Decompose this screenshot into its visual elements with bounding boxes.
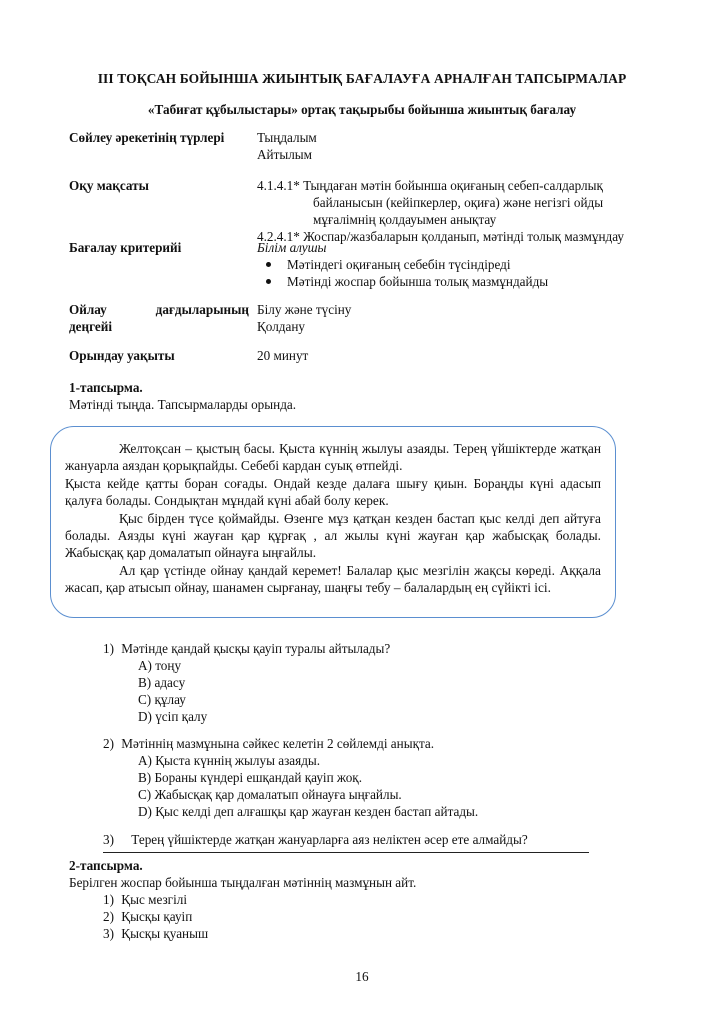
text-paragraph: Қыс бірден түсе қоймайды. Өзенге мұз қатқан кезден бастап қыс келді деп айтуға болады. Аязды күні жауған қар құрғақ , ал жылы күні жауған қар жабысқақ болады. Жабысқақ қар домалатып ойнауға ыңғайлы.	[65, 510, 601, 561]
listening-text-box	[50, 426, 616, 618]
plan-text: Қыс мезгілі	[121, 892, 187, 907]
text-paragraph: Қыста кейде қатты боран соғады. Ондай кезде далаға шығу қиын. Бораңды күні адасып қалуға болады. Сондықтан мұндай күні абай болу керек.	[65, 475, 601, 509]
learning-goals-label: Оқу мақсаты	[69, 178, 149, 193]
speech-types-values	[257, 129, 317, 163]
text-paragraph: Ал қар үстінде ойнау қандай керемет! Балалар қыс мезгілін жақсы көреді. Аққала жасап, қар атысып ойнау, шанамен сырғанау, шаңғы тебу – балалардың ең сүйікті ісі.	[65, 562, 601, 596]
question-text: Мәтіннің мазмұнына сәйкес келетін 2 сөйлемді анықта.	[121, 736, 435, 751]
answer-option[interactable]: А) тоңу	[138, 658, 182, 673]
thinking-label-word: Ойлау	[69, 302, 107, 317]
task2-heading: 2-тапсырма.	[69, 858, 143, 873]
question-number: 3)	[103, 832, 114, 847]
plan-list	[103, 891, 208, 942]
criteria-label: Бағалау критерийі	[69, 240, 182, 255]
speech-types-label: Сөйлеу әрекетінің түрлері	[69, 130, 225, 145]
answer-option[interactable]: В) Бораны күндері ешқандай қауіп жоқ.	[138, 770, 363, 785]
thinking-level: Қолдану	[257, 319, 306, 334]
speech-type: Тыңдалым	[257, 130, 317, 145]
thinking-level-values	[257, 301, 351, 335]
thinking-level: Білу және түсіну	[257, 302, 352, 317]
goal-2: 4.2.4.1* Жоспар/жазбаларын қолданып, мәтінді толық мазмұндау	[257, 229, 625, 244]
plan-text: Қысқы қуаныш	[121, 926, 209, 941]
criteria-intro: Білім алушы	[257, 240, 327, 255]
criteria-item: Мәтінді жоспар бойынша толық мазмұндайды	[257, 273, 647, 290]
answer-option[interactable]: С) Жабысқақ қар домалатып ойнауға ыңғайлы.	[138, 787, 402, 802]
criteria-values	[257, 239, 647, 290]
criteria-list	[257, 256, 647, 290]
thinking-label-word: дағдыларының	[155, 302, 249, 317]
question-1	[103, 640, 390, 657]
plan-number: 1)	[103, 892, 114, 907]
answer-option[interactable]: В) адасу	[138, 675, 186, 690]
plan-item	[103, 908, 208, 925]
task2-instruction: Берілген жоспар бойынша тыңдалған мәтіннің мазмұнын айт.	[69, 875, 417, 890]
page-subtitle: «Табиғат құбылыстары» ортақ тақырыбы бойынша жиынтық бағалау	[147, 102, 577, 117]
answer-option[interactable]: А) Қыста күннің жылуы азаяды.	[138, 753, 321, 768]
question-text: Терең үйшіктерде жатқан жануарларға аяз неліктен әсер ете алмайды?	[131, 832, 528, 847]
time-value: 20 минут	[257, 348, 309, 363]
plan-number: 3)	[103, 926, 114, 941]
question-number: 1)	[103, 641, 114, 656]
goal-1-cont: байланысын (кейіпкерлер, оқиға) және негізгі ойды	[313, 195, 604, 210]
question-3	[103, 831, 528, 848]
thinking-label-line2: деңгейі	[69, 319, 113, 334]
learning-goals-values	[257, 177, 647, 245]
text-paragraph: Желтоқсан – қыстың басы. Қыста күннің жылуы азаяды. Терең үйшіктерде жатқан жануарла аяздан қорықпайды. Себебі кардан суық өтпейді.	[65, 441, 601, 474]
goal-1: 4.1.4.1* Тыңдаған мәтін бойынша оқиғаның себеп-салдарлық	[257, 178, 603, 193]
speech-type: Айтылым	[257, 147, 312, 162]
question-2	[103, 735, 434, 752]
thinking-level-label	[69, 301, 249, 335]
plan-number: 2)	[103, 909, 114, 924]
plan-item	[103, 891, 208, 908]
time-label: Орындау уақыты	[69, 348, 175, 363]
plan-item	[103, 925, 208, 942]
task1-heading: 1-тапсырма.	[69, 380, 143, 395]
answer-line[interactable]	[103, 852, 589, 853]
question-number: 2)	[103, 736, 114, 751]
answer-option[interactable]: D) Қыс келді деп алғашқы қар жауған кезден бастап айтады.	[138, 804, 479, 819]
question-text: Мәтінде қандай қысқы қауіп туралы айтылады?	[121, 641, 391, 656]
plan-text: Қысқы қауіп	[121, 909, 193, 924]
task1-instruction: Мәтінді тыңда. Тапсырмаларды орында.	[69, 397, 297, 412]
answer-option[interactable]: D) үсіп қалу	[138, 709, 208, 724]
goal-1-cont: мұғалімнің қолдауымен анықтау	[313, 212, 497, 227]
page-title: III ТОҚСАН БОЙЫНША ЖИЫНТЫҚ БАҒАЛАУҒА АРНАЛҒАН ТАПСЫРМАЛАР	[97, 71, 627, 86]
page-number: 16	[355, 969, 369, 984]
criteria-item: Мәтіндегі оқиғаның себебін түсіндіреді	[257, 256, 647, 273]
answer-option[interactable]: С) құлау	[138, 692, 186, 707]
